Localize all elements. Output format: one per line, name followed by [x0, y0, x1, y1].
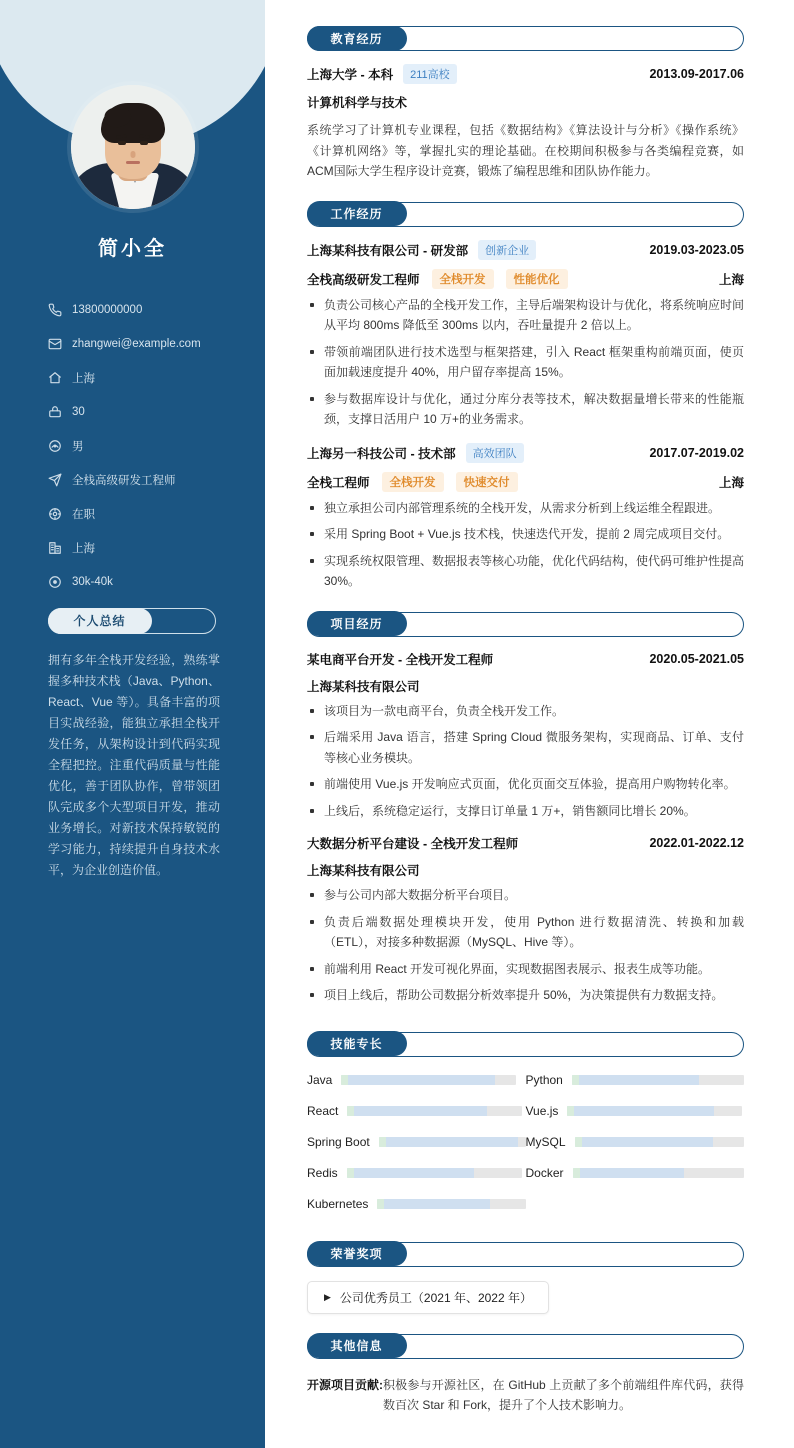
section-title-education: 教育经历 [307, 26, 407, 51]
work-role: 全栈高级研发工程师 [307, 272, 420, 287]
honor-text: 公司优秀员工（2021 年、2022 年） [339, 1290, 532, 1305]
work-role: 全栈工程师 [307, 475, 370, 490]
section-work [307, 202, 744, 592]
other-info-row [307, 1375, 744, 1416]
city-icon [48, 541, 62, 555]
section-title-honors: 荣誉奖项 [307, 1241, 407, 1266]
project-bullet: 项目上线后，帮助公司数据分析效率提升 50%，为决策提供有力数据支持。 [307, 985, 744, 1006]
skill-name: Spring Boot [307, 1134, 370, 1149]
work-bullet: 参与数据库设计与优化，通过分库分表等技术，解决数据量增长带来的性能瓶颈，支撑日活用户 10 万+的业务需求。 [307, 389, 744, 430]
skill-fill [572, 1075, 699, 1085]
email-icon [48, 337, 62, 351]
skill-bar [575, 1137, 744, 1147]
skill-name: Redis [307, 1165, 338, 1180]
section-honors [307, 1242, 744, 1314]
work-tag: 快速交付 [456, 472, 518, 492]
work-date: 2019.03-2023.05 [649, 242, 744, 257]
work-entry [307, 443, 744, 592]
skill-item [307, 1166, 526, 1180]
section-title-projects: 项目经历 [307, 611, 407, 636]
contact-item-home [48, 364, 265, 392]
contact-value: 30 [72, 406, 85, 418]
skill-name: Vue.js [525, 1103, 559, 1118]
contact-value: 30k-40k [72, 576, 113, 588]
section-other [307, 1334, 744, 1416]
project-org: 上海某科技有限公司 [307, 864, 420, 878]
skill-name: MySQL [525, 1134, 566, 1149]
project-bullets [307, 701, 744, 822]
skill-fill [347, 1106, 487, 1116]
contact-value: 在职 [72, 509, 95, 521]
work-bullet: 带领前端团队进行技术选型与框架搭建，引入 React 框架重构前端页面，使页面加载速度提升 40%，用户留存率提高 15%。 [307, 342, 744, 383]
work-entry [307, 240, 744, 430]
section-header-work [307, 202, 744, 227]
work-bullets [307, 295, 744, 430]
contact-value: 上海 [72, 543, 95, 555]
section-header-projects [307, 612, 744, 637]
contact-item-salary [48, 568, 265, 596]
project-name: 某电商平台开发 - 全栈开发工程师 [307, 652, 494, 667]
section-header-education [307, 26, 744, 51]
contact-item-phone [48, 296, 265, 324]
project-date: 2020.05-2021.05 [649, 651, 744, 666]
work-entry-header [307, 240, 744, 260]
skill-item [526, 1073, 745, 1087]
skill-item [526, 1104, 745, 1118]
skill-fill [575, 1137, 714, 1147]
skills-grid [307, 1073, 744, 1228]
project-bullet: 该项目为一款电商平台，负责全栈开发工作。 [307, 701, 744, 722]
project-entry [307, 834, 744, 1006]
work-location: 上海 [718, 272, 744, 287]
skill-name: Kubernetes [307, 1196, 369, 1211]
project-name: 大数据分析平台建设 - 全栈开发工程师 [307, 837, 519, 851]
project-entry-header [307, 650, 744, 668]
skill-fill [379, 1137, 518, 1147]
work-tag: 全栈开发 [432, 269, 494, 289]
contact-value: 上海 [72, 373, 95, 385]
work-role-row [307, 269, 744, 289]
project-bullet: 参与公司内部大数据分析平台项目。 [307, 885, 744, 906]
section-header-other [307, 1334, 744, 1359]
skill-fill [341, 1075, 495, 1085]
summary-text: 拥有多年全栈开发经验，熟练掌握多种技术栈（Java、Python、React、Vue 等）。具备丰富的项目实战经验，能独立承担全栈开发任务，从架构设计到代码实现全程把控。注重代码质量与性能优化，善于团队协作，曾带领团队完成多个大型项目开发，推动业务增长。对新技术保持敏锐的学习能力，持续提升自身技术水平，为企业创造价值。 [48, 653, 220, 877]
age-icon [48, 405, 62, 419]
section-skills [307, 1032, 744, 1228]
section-title-skills: 技能专长 [307, 1031, 407, 1056]
contact-value: 全栈高级研发工程师 [72, 475, 176, 487]
project-bullet: 后端采用 Java 语言，搭建 Spring Cloud 微服务架构，实现商品、订单、支付等核心业务模块。 [307, 727, 744, 768]
other-info-label: 开源项目贡献: [307, 1377, 383, 1392]
skill-fill [567, 1106, 714, 1116]
work-bullet: 实现系统权限管理、数据报表等核心功能，优化代码结构，使代码可维护性提高 30%。 [307, 551, 744, 592]
project-bullets [307, 885, 744, 1006]
education-school: 上海大学 - 本科 [307, 68, 394, 82]
work-company: 上海某科技有限公司 - 研发部 [307, 243, 469, 258]
main-content [265, 0, 794, 1448]
contact-list [0, 296, 265, 602]
skill-fill [573, 1168, 684, 1178]
honor-item[interactable] [307, 1281, 549, 1314]
contact-value: 13800000000 [72, 304, 143, 316]
skill-bar [572, 1075, 744, 1085]
avatar-photo [71, 85, 195, 209]
work-bullet: 独立承担公司内部管理系统的全栈开发，从需求分析到上线运维全程跟进。 [307, 498, 744, 519]
section-title-work: 工作经历 [307, 201, 407, 226]
skill-bar [347, 1106, 522, 1116]
education-entry [307, 64, 744, 182]
position-icon [48, 473, 62, 487]
work-location: 上海 [718, 475, 744, 490]
work-role-row [307, 472, 744, 492]
section-title-other: 其他信息 [307, 1333, 407, 1358]
skill-item [307, 1073, 526, 1087]
skill-name: React [307, 1103, 339, 1118]
contact-item-status [48, 500, 265, 528]
other-info-value: 积极参与开源社区，在 GitHub 上贡献了多个前端组件库代码，获得数百次 Star 和 Fork，提升了个人技术影响力。 [383, 1377, 744, 1412]
contact-item-city [48, 534, 265, 562]
skill-name: Docker [525, 1165, 564, 1180]
gender-icon [48, 439, 62, 453]
salary-icon [48, 575, 62, 589]
work-entry-header [307, 443, 744, 463]
contact-item-email [48, 330, 265, 358]
skill-item [526, 1135, 745, 1149]
work-badge: 创新企业 [478, 240, 536, 260]
education-date: 2013.09-2017.06 [649, 67, 744, 81]
skill-item [307, 1104, 526, 1118]
work-badge: 高效团队 [466, 443, 524, 463]
candidate-name: 简小全 [98, 238, 167, 260]
section-header-skills [307, 1032, 744, 1057]
work-tag: 性能优化 [506, 269, 568, 289]
skill-fill [347, 1168, 475, 1178]
summary-section-header [48, 608, 216, 634]
avatar [71, 85, 195, 209]
summary-section-label: 个人总结 [48, 608, 152, 634]
section-header-honors [307, 1242, 744, 1267]
education-entry-header [307, 64, 744, 84]
skill-name: Python [525, 1072, 563, 1087]
education-major: 计算机科学与技术 [307, 96, 408, 110]
status-icon [48, 507, 62, 521]
skill-bar [377, 1199, 525, 1209]
work-bullet: 负责公司核心产品的全栈开发工作，主导后端架构设计与优化，将系统响应时间从平均 800ms 降低至 300ms 以内，吞吐量提升 2 倍以上。 [307, 295, 744, 336]
skill-bar [379, 1137, 526, 1147]
work-bullet: 采用 Spring Boot + Vue.js 技术栈，快速迭代开发，提前 2 周完成项目交付。 [307, 524, 744, 545]
triangle-right-icon: ▶ [324, 1291, 331, 1302]
skill-item [526, 1166, 745, 1180]
skill-fill [377, 1199, 490, 1209]
project-bullet: 上线后，系统稳定运行，支撑日订单量 1 万+，销售额同比增长 20%。 [307, 801, 744, 822]
skill-item [307, 1135, 526, 1149]
skill-name: Java [307, 1072, 333, 1087]
phone-icon [48, 303, 62, 317]
work-tag: 全栈开发 [382, 472, 444, 492]
project-date: 2022.01-2022.12 [649, 836, 744, 850]
project-entry [307, 650, 744, 822]
education-badge: 211高校 [403, 64, 457, 84]
skill-item [307, 1197, 526, 1211]
skill-bar [573, 1168, 744, 1178]
contact-item-position [48, 466, 265, 494]
work-bullets [307, 498, 744, 592]
work-company: 上海另一科技公司 - 技术部 [307, 446, 456, 461]
project-bullet: 前端使用 Vue.js 开发响应式页面，优化页面交互体验，提高用户购物转化率。 [307, 774, 744, 795]
skill-bar [567, 1106, 742, 1116]
education-description: 系统学习了计算机专业课程，包括《数据结构》《算法设计与分析》《操作系统》《计算机网络》等，掌握扎实的理论基础。在校期间积极参与各类编程竞赛，如 ACM国际大学生程序设计竞赛，锻炼了编程思维和团队协作能力。 [307, 123, 744, 178]
work-date: 2017.07-2019.02 [649, 445, 744, 460]
home-icon [48, 371, 62, 385]
project-entry-header [307, 834, 744, 852]
sidebar [0, 0, 265, 1448]
contact-item-gender [48, 432, 265, 460]
section-projects [307, 612, 744, 1006]
contact-value: 男 [72, 441, 84, 453]
contact-value: zhangwei@example.com [72, 338, 201, 350]
project-bullet: 负责后端数据处理模块开发，使用 Python 进行数据清洗、转换和加载（ETL），对接多种数据源（MySQL、Hive 等）。 [307, 912, 744, 953]
contact-item-age [48, 398, 265, 426]
section-education [307, 26, 744, 182]
project-bullet: 前端利用 React 开发可视化界面，实现数据图表展示、报表生成等功能。 [307, 959, 744, 980]
project-org: 上海某科技有限公司 [307, 679, 420, 694]
skill-bar [347, 1168, 522, 1178]
skill-bar [341, 1075, 516, 1085]
